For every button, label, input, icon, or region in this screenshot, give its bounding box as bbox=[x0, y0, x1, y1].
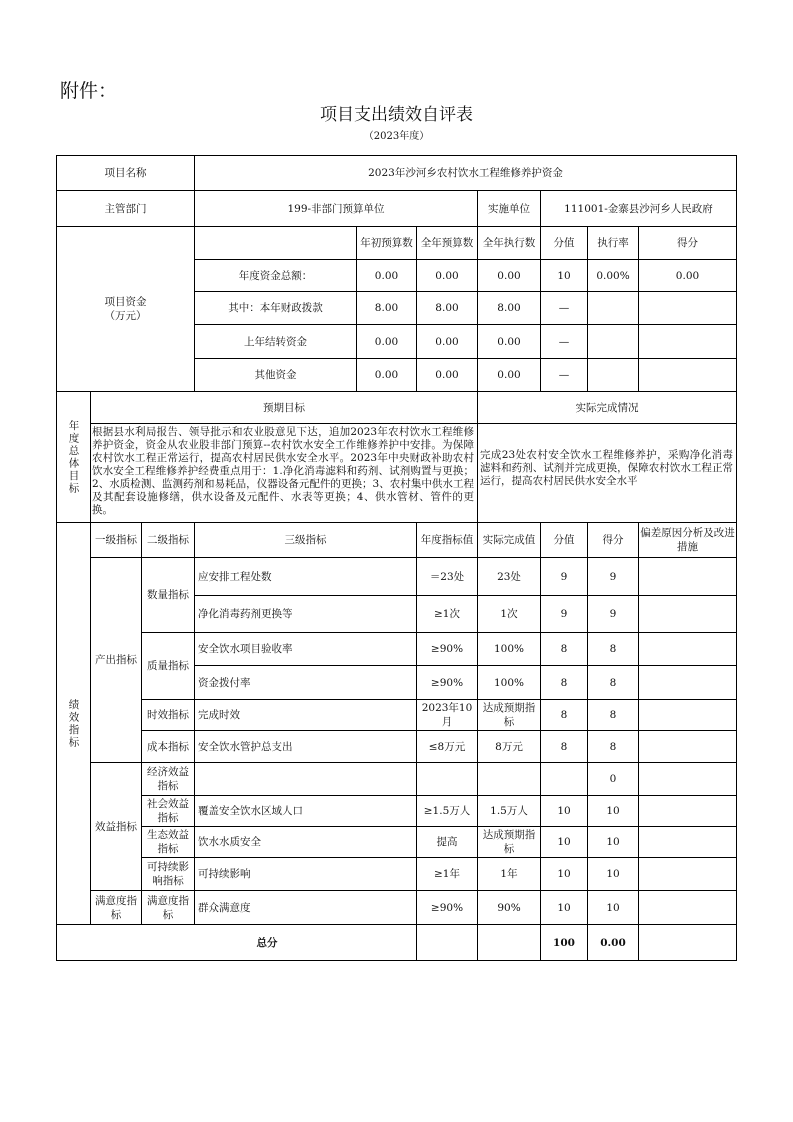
indicator-deviation bbox=[639, 731, 736, 762]
level2-sustainable: 可持续影响指标 bbox=[147, 861, 189, 887]
funds-cell-full: 0.00 bbox=[435, 335, 459, 348]
indicator-deviation bbox=[639, 796, 736, 826]
dept-value: 199-非部门预算单位 bbox=[287, 202, 385, 215]
indicator-level3 bbox=[195, 763, 416, 795]
indicator-target bbox=[417, 763, 477, 795]
funds-cell-init: 0.00 bbox=[374, 369, 399, 381]
indicator-score: 9 bbox=[609, 608, 617, 620]
indicator-score: 0 bbox=[609, 773, 617, 785]
funds-label bbox=[57, 227, 194, 391]
funds-cell-init: 8.00 bbox=[374, 302, 399, 314]
level1-benefit: 效益指标 bbox=[95, 820, 137, 833]
indicator-level3: 安全饮水管护总支出 bbox=[198, 740, 293, 753]
indicator-score: 8 bbox=[609, 643, 617, 655]
indicator-actual: 100% bbox=[493, 643, 525, 655]
level2-quality: 质量指标 bbox=[147, 660, 189, 672]
actual-completion-text: 完成23处农村安全饮水工程维修养护，采购净化消毒滤料和药剂、试剂并完成更换，保障农村饮水工程正常运行，提高农村居民供水安全水平 bbox=[480, 449, 733, 487]
level2-cost: 成本指标 bbox=[147, 740, 189, 753]
indicator-deviation bbox=[639, 633, 736, 665]
indicator-level3: 饮水水质安全 bbox=[198, 836, 261, 848]
funds-cell-score: 0.00 bbox=[675, 269, 700, 282]
indicator-score: 10 bbox=[606, 805, 620, 817]
total-score: 0.00 bbox=[600, 936, 626, 949]
indicator-level3: 安全饮水项目验收率 bbox=[198, 643, 293, 655]
indicator-score-value: 8 bbox=[560, 643, 568, 655]
level2-quantity: 数量指标 bbox=[147, 589, 189, 601]
col-header-actual: 实际完成值 bbox=[482, 534, 536, 546]
indicator-score-value bbox=[541, 763, 587, 795]
indicator-level3: 资金拨付率 bbox=[198, 676, 251, 689]
indicator-score: 8 bbox=[609, 709, 617, 721]
table-border bbox=[56, 960, 737, 961]
attachment-label: 附件： bbox=[60, 80, 118, 102]
indicator-actual: 达成预期指标 bbox=[482, 829, 536, 855]
indicator-deviation bbox=[639, 891, 736, 924]
project-name-label: 项目名称 bbox=[104, 167, 147, 179]
indicator-score-value: 9 bbox=[560, 570, 568, 583]
col-header-deviation: 偏差原因分析及改进措施 bbox=[640, 527, 735, 553]
indicator-actual bbox=[478, 763, 540, 795]
total-score-value: 100 bbox=[553, 936, 575, 949]
funds-row-name: 上年结转资金 bbox=[244, 335, 307, 348]
funds-cell-full: 0.00 bbox=[435, 369, 459, 381]
indicator-actual: 1年 bbox=[500, 868, 518, 880]
indicator-level3: 完成时效 bbox=[198, 709, 240, 721]
funds-col-header: 得分 bbox=[677, 237, 698, 249]
indicator-actual: 1.5万人 bbox=[490, 805, 528, 817]
indicator-target: ≥90% bbox=[430, 676, 464, 689]
project-name-value: 2023年沙河乡农村饮水工程维修养护资金 bbox=[368, 167, 563, 179]
funds-cell-score_value: — bbox=[558, 369, 570, 381]
indicator-score: 10 bbox=[606, 901, 620, 914]
funds-cell-score bbox=[639, 359, 736, 391]
indicator-deviation bbox=[639, 700, 736, 730]
impl-label: 实施单位 bbox=[488, 202, 530, 215]
indicator-score-value: 8 bbox=[560, 740, 568, 753]
indicator-deviation bbox=[639, 666, 736, 699]
indicator-target: ≤8万元 bbox=[428, 740, 466, 753]
col-header-score-value: 分值 bbox=[553, 534, 575, 546]
indicators-section-label: 绩效指标 bbox=[67, 698, 80, 749]
indicator-actual: 8万元 bbox=[495, 740, 523, 753]
indicator-deviation bbox=[639, 763, 736, 795]
col-header-level2: 二级指标 bbox=[147, 534, 189, 546]
indicator-score: 9 bbox=[609, 570, 617, 583]
funds-cell-rate bbox=[588, 359, 638, 391]
level1-satisfaction: 满意度指标 bbox=[95, 894, 137, 921]
indicator-score: 8 bbox=[609, 676, 617, 689]
indicator-level3: 应安排工程处数 bbox=[198, 570, 272, 583]
indicator-level3: 群众满意度 bbox=[198, 901, 251, 914]
indicator-target: 2023年10月 bbox=[421, 702, 473, 728]
indicator-actual: 1次 bbox=[500, 608, 518, 620]
impl-value: 111001-金寨县沙河乡人民政府 bbox=[564, 202, 713, 215]
indicator-target: ≥1次 bbox=[434, 608, 460, 620]
indicator-score-value: 8 bbox=[560, 676, 568, 689]
indicator-score-value: 10 bbox=[557, 836, 571, 848]
indicator-score-value: 8 bbox=[560, 709, 568, 721]
funds-cell-full: 8.00 bbox=[435, 302, 459, 314]
indicator-score-value: 10 bbox=[557, 868, 571, 880]
funds-cell-init: 0.00 bbox=[374, 335, 399, 348]
indicator-deviation bbox=[639, 596, 736, 632]
level2-satisfaction: 满意度指标 bbox=[147, 894, 189, 921]
level2-timeliness: 时效指标 bbox=[147, 709, 189, 721]
table-border bbox=[90, 423, 737, 424]
indicator-actual: 达成预期指标 bbox=[482, 702, 536, 728]
level2-economic: 经济效益指标 bbox=[147, 766, 189, 792]
funds-col-header: 分值 bbox=[553, 237, 575, 249]
level1-output: 产出指标 bbox=[95, 654, 137, 666]
col-header-level1: 一级指标 bbox=[95, 534, 137, 546]
funds-cell-score_value: 10 bbox=[557, 269, 571, 282]
indicator-deviation bbox=[639, 858, 736, 890]
col-header-level3: 三级指标 bbox=[284, 534, 327, 546]
indicator-actual: 90% bbox=[497, 901, 521, 914]
actual-completion-header: 实际完成情况 bbox=[575, 401, 639, 414]
funds-cell-exec: 0.00 bbox=[497, 335, 521, 348]
page-subtitle: （2023年度） bbox=[363, 131, 430, 142]
funds-cell-full: 0.00 bbox=[435, 269, 459, 282]
funds-label-line2: （万元） bbox=[104, 310, 147, 322]
funds-col-header: 执行率 bbox=[597, 237, 629, 249]
indicator-level3: 覆盖安全饮水区域人口 bbox=[198, 805, 303, 817]
indicator-score: 10 bbox=[606, 868, 620, 880]
indicator-deviation bbox=[639, 558, 736, 595]
indicator-actual: 23处 bbox=[497, 570, 521, 583]
funds-row-name: 其他资金 bbox=[254, 369, 297, 381]
funds-row-name: 其中：本年财政拨款 bbox=[228, 302, 323, 314]
funds-col-header: 年初预算数 bbox=[360, 237, 413, 249]
funds-cell-exec: 0.00 bbox=[497, 369, 521, 381]
expected-goal-header: 预期目标 bbox=[263, 401, 305, 414]
funds-cell-rate bbox=[588, 292, 638, 324]
funds-cell-exec: 8.00 bbox=[497, 302, 521, 314]
annual-goal-label: 年度总体目标 bbox=[67, 419, 80, 495]
funds-cell-rate: 0.00% bbox=[596, 269, 630, 282]
indicator-deviation bbox=[639, 827, 736, 857]
funds-label-line1: 项目资金 bbox=[104, 296, 147, 308]
total-label: 总分 bbox=[256, 936, 278, 949]
indicator-level3: 净化消毒药剂更换等 bbox=[198, 608, 293, 620]
indicator-actual: 100% bbox=[493, 676, 525, 689]
indicator-target: ≥1年 bbox=[434, 868, 460, 880]
funds-cell-rate bbox=[588, 325, 638, 358]
indicator-target: ≥1.5万人 bbox=[423, 805, 471, 817]
level2-social: 社会效益指标 bbox=[147, 798, 189, 824]
funds-cell-exec: 0.00 bbox=[497, 269, 521, 282]
dept-label: 主管部门 bbox=[104, 202, 147, 215]
funds-cell-score_value: — bbox=[558, 302, 570, 314]
col-header-score: 得分 bbox=[602, 534, 624, 546]
funds-col-header: 全年预算数 bbox=[420, 237, 474, 249]
table-border bbox=[736, 155, 737, 961]
funds-row-name: 年度资金总额： bbox=[238, 269, 313, 282]
page-title: 项目支出绩效自评表 bbox=[320, 105, 473, 125]
expected-goal-text: 根据县水利局报告、领导批示和农业股意见下达，追加2023年农村饮水工程维修养护资金，资金从农业股非部门预算--农村饮水安全工作维修养护中安排。为保障农村饮水工程正常运行，提高农村居民供水安全水平。2023年中央财政补助农村饮水安全工程维修养护经费重点用于：1.净化消毒滤料和药剂、试剂购置与更换；2、水质检测、监测药剂和易耗品，仪器设备元配件的更换；3、农村集中供水工程及其配套设施修缮，供水设备及元配件、水表等更换；4、供水管材、管件的更换。 bbox=[92, 426, 474, 516]
indicator-score-value: 10 bbox=[557, 901, 571, 914]
indicator-target: ≥90% bbox=[430, 901, 464, 914]
indicator-level3: 可持续影响 bbox=[198, 868, 251, 880]
indicator-target: ＝23处 bbox=[429, 570, 465, 583]
col-header-target: 年度指标值 bbox=[420, 534, 474, 546]
indicator-score: 10 bbox=[606, 836, 620, 848]
funds-cell-init: 0.00 bbox=[374, 269, 399, 282]
funds-col-header: 全年执行数 bbox=[482, 237, 536, 249]
indicator-score-value: 10 bbox=[557, 805, 571, 817]
indicator-target: ≥90% bbox=[430, 643, 464, 655]
indicator-score: 8 bbox=[609, 740, 617, 753]
funds-cell-score_value: — bbox=[558, 335, 570, 348]
funds-cell-score bbox=[639, 292, 736, 324]
indicator-target: 提高 bbox=[436, 836, 458, 848]
level2-ecological: 生态效益指标 bbox=[147, 829, 189, 855]
indicator-score-value: 9 bbox=[560, 608, 568, 620]
funds-cell-score bbox=[639, 325, 736, 358]
